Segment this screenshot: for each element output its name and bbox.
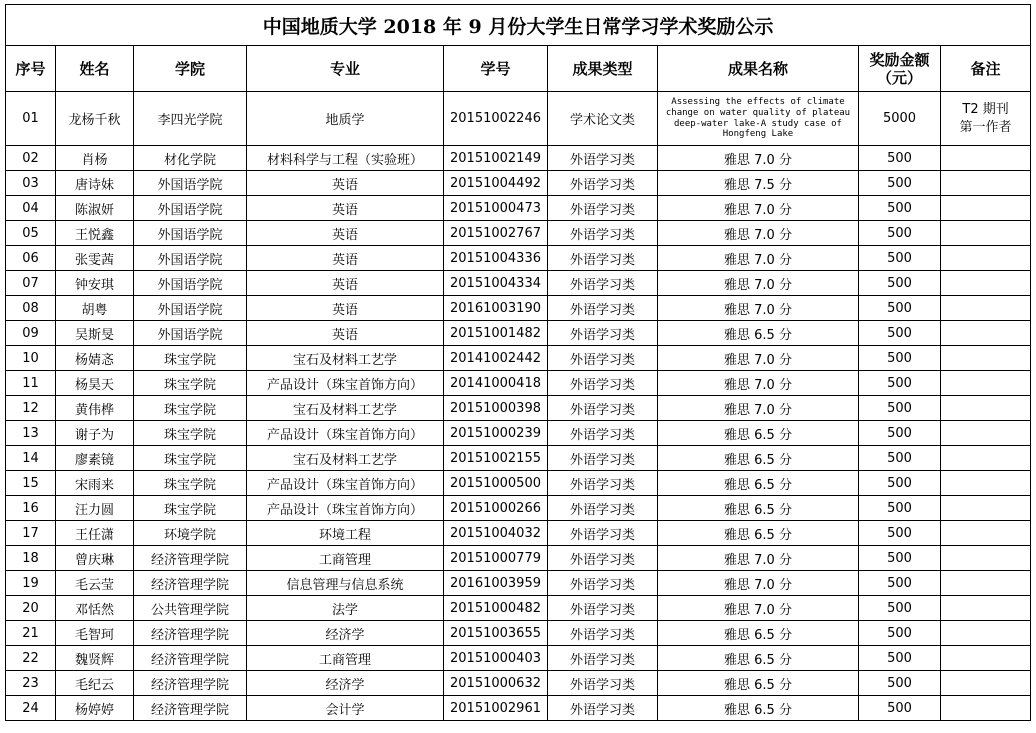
cell-amount: 500 — [859, 171, 941, 196]
cell-amount: 500 — [859, 646, 941, 671]
cell-result-name: 雅思 7.0 分 — [658, 146, 859, 171]
cell-college: 外国语学院 — [134, 171, 247, 196]
cell-note — [941, 221, 1031, 246]
cell-result-type: 外语学习类 — [548, 221, 658, 246]
cell-major: 英语 — [247, 196, 444, 221]
header-row — [6, 46, 1031, 92]
cell-result-type: 外语学习类 — [548, 471, 658, 496]
cell-student-id: 20151000403 — [444, 646, 548, 671]
cell-no: 12 — [6, 396, 56, 421]
cell-student-id: 20151000779 — [444, 546, 548, 571]
cell-college: 珠宝学院 — [134, 396, 247, 421]
note-line: 第一作者 — [959, 119, 1012, 135]
cell-college: 经济管理学院 — [134, 546, 247, 571]
cell-amount: 500 — [859, 521, 941, 546]
cell-amount: 500 — [859, 421, 941, 446]
header-result-type: 成果类型 — [548, 46, 658, 92]
cell-college: 珠宝学院 — [134, 446, 247, 471]
cell-college: 经济管理学院 — [134, 621, 247, 646]
cell-student-id: 20151004336 — [444, 246, 548, 271]
cell-no: 03 — [6, 171, 56, 196]
cell-amount: 500 — [859, 196, 941, 221]
cell-student-id: 20151003655 — [444, 621, 548, 646]
cell-student-id: 20151000482 — [444, 596, 548, 621]
cell-amount: 500 — [859, 321, 941, 346]
table-row — [6, 471, 1031, 496]
cell-result-name: 雅思 7.0 分 — [658, 271, 859, 296]
table-row — [6, 246, 1031, 271]
cell-result-type: 外语学习类 — [548, 371, 658, 396]
award-table — [5, 4, 1031, 721]
cell-result-type: 外语学习类 — [548, 346, 658, 371]
header-note: 备注 — [941, 46, 1031, 92]
cell-college: 外国语学院 — [134, 296, 247, 321]
cell-result-type: 外语学习类 — [548, 571, 658, 596]
cell-note — [941, 571, 1031, 596]
cell-amount: 500 — [859, 246, 941, 271]
cell-no: 04 — [6, 196, 56, 221]
table-row — [6, 621, 1031, 646]
cell-result-name: 雅思 6.5 分 — [658, 696, 859, 721]
table-row — [6, 696, 1031, 721]
cell-name: 杨婷婷 — [56, 696, 134, 721]
cell-student-id: 20141000418 — [444, 371, 548, 396]
cell-name: 杨婧忞 — [56, 346, 134, 371]
cell-no: 16 — [6, 496, 56, 521]
header-no: 序号 — [6, 46, 56, 92]
cell-note — [941, 546, 1031, 571]
cell-college: 外国语学院 — [134, 246, 247, 271]
cell-result-type: 外语学习类 — [548, 621, 658, 646]
cell-college: 外国语学院 — [134, 271, 247, 296]
cell-student-id: 20151000500 — [444, 471, 548, 496]
cell-no: 18 — [6, 546, 56, 571]
cell-amount: 500 — [859, 621, 941, 646]
cell-result-name: 雅思 6.5 分 — [658, 621, 859, 646]
cell-name: 谢子为 — [56, 421, 134, 446]
cell-result-type: 外语学习类 — [548, 646, 658, 671]
page-title: 中国地质大学 2018 年 9 月份大学生日常学习学术奖励公示 — [6, 5, 1031, 46]
cell-result-type: 外语学习类 — [548, 171, 658, 196]
cell-amount: 500 — [859, 296, 941, 321]
cell-note — [941, 146, 1031, 171]
table-row — [6, 596, 1031, 621]
cell-note — [941, 471, 1031, 496]
cell-amount: 500 — [859, 496, 941, 521]
cell-note — [941, 246, 1031, 271]
cell-note — [941, 92, 1031, 146]
cell-amount: 500 — [859, 446, 941, 471]
header-amount-line2: （元） — [876, 68, 922, 87]
cell-result-type: 外语学习类 — [548, 421, 658, 446]
cell-student-id: 20161003190 — [444, 296, 548, 321]
cell-college: 外国语学院 — [134, 196, 247, 221]
cell-student-id: 20151004032 — [444, 521, 548, 546]
cell-no: 22 — [6, 646, 56, 671]
table-row — [6, 446, 1031, 471]
header-college: 学院 — [134, 46, 247, 92]
cell-major: 宝石及材料工艺学 — [247, 396, 444, 421]
cell-college: 材化学院 — [134, 146, 247, 171]
cell-name: 王任潇 — [56, 521, 134, 546]
cell-college: 经济管理学院 — [134, 671, 247, 696]
cell-student-id: 20151000473 — [444, 196, 548, 221]
cell-major: 英语 — [247, 246, 444, 271]
cell-note — [941, 371, 1031, 396]
cell-result-name: 雅思 7.0 分 — [658, 546, 859, 571]
cell-student-id: 20151000266 — [444, 496, 548, 521]
cell-major: 产品设计（珠宝首饰方向） — [247, 371, 444, 396]
cell-no: 08 — [6, 296, 56, 321]
cell-result-name: 雅思 6.5 分 — [658, 446, 859, 471]
cell-amount: 500 — [859, 696, 941, 721]
cell-result-name: Assessing the effects of climate change on water quality of plateau deep-water lake-A study case of Hongfeng Lake — [658, 92, 859, 146]
cell-name: 唐诗妹 — [56, 171, 134, 196]
cell-result-type: 外语学习类 — [548, 446, 658, 471]
cell-result-name: 雅思 6.5 分 — [658, 671, 859, 696]
cell-result-type: 外语学习类 — [548, 496, 658, 521]
cell-no: 15 — [6, 471, 56, 496]
cell-major: 产品设计（珠宝首饰方向） — [247, 421, 444, 446]
table-row — [6, 346, 1031, 371]
cell-result-type: 外语学习类 — [548, 321, 658, 346]
cell-student-id: 20151000632 — [444, 671, 548, 696]
cell-note — [941, 646, 1031, 671]
table-row — [6, 146, 1031, 171]
table-row — [6, 646, 1031, 671]
cell-note — [941, 696, 1031, 721]
cell-major: 宝石及材料工艺学 — [247, 446, 444, 471]
cell-college: 环境学院 — [134, 521, 247, 546]
cell-major: 信息管理与信息系统 — [247, 571, 444, 596]
table-row — [6, 571, 1031, 596]
cell-result-type: 外语学习类 — [548, 546, 658, 571]
cell-amount: 5000 — [859, 92, 941, 146]
header-result-name: 成果名称 — [658, 46, 859, 92]
cell-college: 经济管理学院 — [134, 646, 247, 671]
cell-name: 胡粤 — [56, 296, 134, 321]
cell-no: 06 — [6, 246, 56, 271]
table-row — [6, 496, 1031, 521]
cell-result-name: 雅思 6.5 分 — [658, 521, 859, 546]
cell-no: 24 — [6, 696, 56, 721]
cell-note — [941, 271, 1031, 296]
cell-major: 地质学 — [247, 92, 444, 146]
cell-name: 肖杨 — [56, 146, 134, 171]
cell-amount: 500 — [859, 671, 941, 696]
cell-major: 会计学 — [247, 696, 444, 721]
cell-name: 邓恬然 — [56, 596, 134, 621]
cell-major: 经济学 — [247, 671, 444, 696]
cell-major: 英语 — [247, 221, 444, 246]
cell-amount: 500 — [859, 396, 941, 421]
cell-major: 工商管理 — [247, 646, 444, 671]
cell-student-id: 20151000398 — [444, 396, 548, 421]
cell-major: 英语 — [247, 171, 444, 196]
cell-amount: 500 — [859, 146, 941, 171]
cell-amount: 500 — [859, 571, 941, 596]
cell-note — [941, 621, 1031, 646]
cell-name: 龙杨千秋 — [56, 92, 134, 146]
table-row — [6, 396, 1031, 421]
cell-student-id: 20151002149 — [444, 146, 548, 171]
cell-note — [941, 521, 1031, 546]
cell-no: 01 — [6, 92, 56, 146]
header-student-id: 学号 — [444, 46, 548, 92]
table-row — [6, 521, 1031, 546]
cell-result-name: 雅思 7.0 分 — [658, 246, 859, 271]
cell-note — [941, 421, 1031, 446]
cell-student-id: 20151004492 — [444, 171, 548, 196]
cell-name: 魏贤辉 — [56, 646, 134, 671]
cell-name: 张雯茜 — [56, 246, 134, 271]
cell-result-type: 外语学习类 — [548, 696, 658, 721]
cell-amount: 500 — [859, 271, 941, 296]
cell-name: 钟安琪 — [56, 271, 134, 296]
cell-major: 经济学 — [247, 621, 444, 646]
cell-result-name: 雅思 7.0 分 — [658, 596, 859, 621]
cell-note — [941, 346, 1031, 371]
cell-student-id: 20151002155 — [444, 446, 548, 471]
cell-student-id: 20151000239 — [444, 421, 548, 446]
cell-college: 经济管理学院 — [134, 571, 247, 596]
cell-college: 李四光学院 — [134, 92, 247, 146]
cell-result-type: 学术论文类 — [548, 92, 658, 146]
cell-major: 宝石及材料工艺学 — [247, 346, 444, 371]
award-sheet — [5, 4, 1030, 721]
table-body — [6, 92, 1031, 721]
cell-no: 10 — [6, 346, 56, 371]
table-row — [6, 92, 1031, 146]
table-row — [6, 321, 1031, 346]
cell-result-name: 雅思 6.5 分 — [658, 646, 859, 671]
cell-no: 09 — [6, 321, 56, 346]
cell-student-id: 20151002767 — [444, 221, 548, 246]
cell-student-id: 20161003959 — [444, 571, 548, 596]
cell-college: 公共管理学院 — [134, 596, 247, 621]
cell-note — [941, 321, 1031, 346]
cell-major: 产品设计（珠宝首饰方向） — [247, 496, 444, 521]
table-row — [6, 221, 1031, 246]
cell-result-type: 外语学习类 — [548, 246, 658, 271]
cell-result-type: 外语学习类 — [548, 271, 658, 296]
cell-note — [941, 596, 1031, 621]
cell-name: 吴斯旻 — [56, 321, 134, 346]
cell-result-name: 雅思 7.0 分 — [658, 396, 859, 421]
cell-result-type: 外语学习类 — [548, 296, 658, 321]
table-row — [6, 371, 1031, 396]
header-name: 姓名 — [56, 46, 134, 92]
table-row — [6, 421, 1031, 446]
cell-no: 13 — [6, 421, 56, 446]
cell-name: 陈淑妍 — [56, 196, 134, 221]
cell-name: 杨昊天 — [56, 371, 134, 396]
cell-no: 19 — [6, 571, 56, 596]
cell-college: 珠宝学院 — [134, 346, 247, 371]
header-major: 专业 — [247, 46, 444, 92]
cell-result-name: 雅思 6.5 分 — [658, 471, 859, 496]
cell-amount: 500 — [859, 546, 941, 571]
table-row — [6, 296, 1031, 321]
cell-college: 珠宝学院 — [134, 421, 247, 446]
cell-major: 法学 — [247, 596, 444, 621]
cell-name: 宋雨来 — [56, 471, 134, 496]
cell-student-id: 20141002442 — [444, 346, 548, 371]
cell-no: 20 — [6, 596, 56, 621]
table-row — [6, 171, 1031, 196]
cell-result-name: 雅思 7.0 分 — [658, 296, 859, 321]
cell-college: 珠宝学院 — [134, 471, 247, 496]
cell-student-id: 20151001482 — [444, 321, 548, 346]
cell-college: 经济管理学院 — [134, 696, 247, 721]
cell-result-type: 外语学习类 — [548, 396, 658, 421]
table-row — [6, 671, 1031, 696]
cell-major: 工商管理 — [247, 546, 444, 571]
cell-major: 英语 — [247, 296, 444, 321]
cell-note — [941, 396, 1031, 421]
cell-name: 黄伟桦 — [56, 396, 134, 421]
cell-result-type: 外语学习类 — [548, 196, 658, 221]
cell-result-name: 雅思 7.0 分 — [658, 196, 859, 221]
cell-no: 05 — [6, 221, 56, 246]
cell-name: 毛智珂 — [56, 621, 134, 646]
cell-no: 14 — [6, 446, 56, 471]
note-line: T2 期刊 — [962, 101, 1009, 117]
cell-note — [941, 446, 1031, 471]
cell-major: 英语 — [247, 271, 444, 296]
cell-result-name: 雅思 7.0 分 — [658, 346, 859, 371]
table-row — [6, 271, 1031, 296]
cell-note — [941, 496, 1031, 521]
header-amount — [859, 46, 941, 92]
cell-no: 21 — [6, 621, 56, 646]
cell-college: 外国语学院 — [134, 221, 247, 246]
cell-result-name: 雅思 6.5 分 — [658, 321, 859, 346]
cell-note — [941, 196, 1031, 221]
cell-result-name: 雅思 7.0 分 — [658, 371, 859, 396]
cell-no: 11 — [6, 371, 56, 396]
cell-name: 汪力圆 — [56, 496, 134, 521]
cell-amount: 500 — [859, 346, 941, 371]
cell-major: 产品设计（珠宝首饰方向） — [247, 471, 444, 496]
table-row — [6, 546, 1031, 571]
cell-note — [941, 171, 1031, 196]
table-row — [6, 196, 1031, 221]
cell-major: 材料科学与工程（实验班） — [247, 146, 444, 171]
cell-no: 23 — [6, 671, 56, 696]
cell-name: 毛云莹 — [56, 571, 134, 596]
cell-amount: 500 — [859, 471, 941, 496]
cell-amount: 500 — [859, 371, 941, 396]
cell-college: 珠宝学院 — [134, 496, 247, 521]
cell-no: 07 — [6, 271, 56, 296]
cell-note — [941, 296, 1031, 321]
cell-result-name: 雅思 7.0 分 — [658, 221, 859, 246]
cell-result-type: 外语学习类 — [548, 596, 658, 621]
cell-result-type: 外语学习类 — [548, 671, 658, 696]
cell-no: 02 — [6, 146, 56, 171]
cell-college: 珠宝学院 — [134, 371, 247, 396]
cell-major: 英语 — [247, 321, 444, 346]
cell-student-id: 20151004334 — [444, 271, 548, 296]
cell-name: 王悦鑫 — [56, 221, 134, 246]
cell-result-name: 雅思 7.5 分 — [658, 171, 859, 196]
cell-amount: 500 — [859, 221, 941, 246]
cell-name: 廖素镜 — [56, 446, 134, 471]
cell-student-id: 20151002246 — [444, 92, 548, 146]
cell-major: 环境工程 — [247, 521, 444, 546]
cell-result-type: 外语学习类 — [548, 521, 658, 546]
header-amount-line1: 奖励金额 — [869, 50, 930, 69]
cell-name: 毛纪云 — [56, 671, 134, 696]
cell-name: 曾庆琳 — [56, 546, 134, 571]
cell-college: 外国语学院 — [134, 321, 247, 346]
cell-amount: 500 — [859, 596, 941, 621]
cell-no: 17 — [6, 521, 56, 546]
cell-student-id: 20151002961 — [444, 696, 548, 721]
cell-note — [941, 671, 1031, 696]
cell-result-type: 外语学习类 — [548, 146, 658, 171]
cell-result-name: 雅思 6.5 分 — [658, 421, 859, 446]
cell-result-name: 雅思 6.5 分 — [658, 496, 859, 521]
cell-result-name: 雅思 7.0 分 — [658, 571, 859, 596]
